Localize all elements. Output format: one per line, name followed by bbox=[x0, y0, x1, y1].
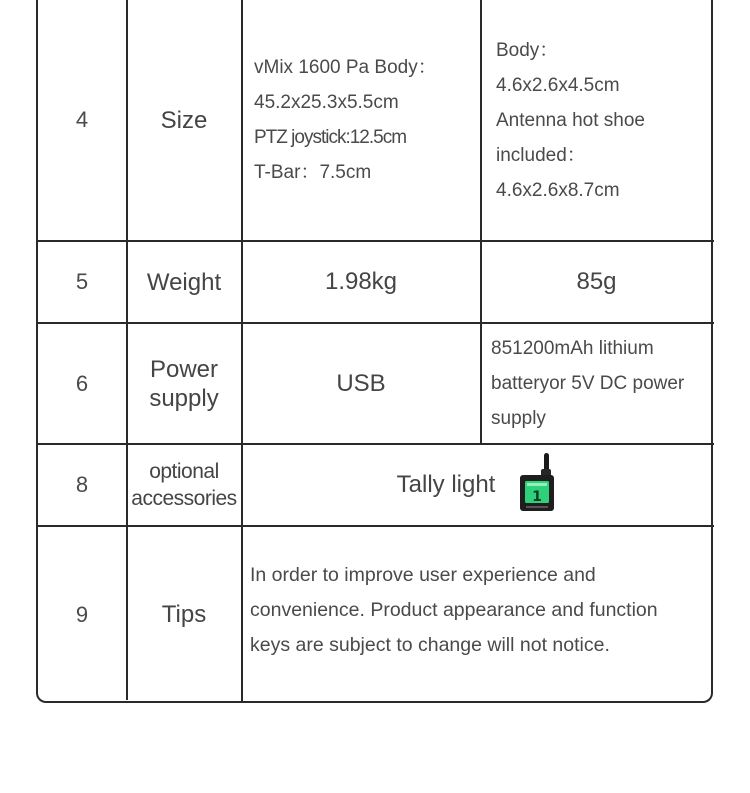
row-number: 6 bbox=[75, 370, 89, 396]
text-line: 4.6x2.6x4.5cm bbox=[496, 74, 620, 96]
label-line: Power bbox=[149, 355, 219, 383]
text-line: T-Bar：7.5cm bbox=[254, 162, 372, 183]
text-line: Body： bbox=[496, 39, 559, 61]
row-label-size: Size bbox=[160, 106, 208, 134]
label-line: accessories bbox=[131, 487, 237, 510]
tally-screen-number: 1 bbox=[532, 488, 543, 505]
row-number: 5 bbox=[75, 269, 89, 294]
size-vmix-cell bbox=[254, 0, 478, 240]
row-label-optional-accessories bbox=[127, 445, 241, 525]
text-line: PTZ joystick:12.5cm bbox=[254, 127, 407, 148]
text-line: In order to improve user experience and bbox=[250, 564, 596, 586]
text-line: keys are subject to change will not notice. bbox=[250, 634, 610, 656]
accessory-name: Tally light bbox=[396, 471, 496, 498]
text-line: convenience. Product appearance and function bbox=[250, 599, 658, 621]
text-line: supply bbox=[491, 408, 546, 429]
row-label-tips: Tips bbox=[161, 601, 207, 628]
text-line: 4.6x2.6x8.7cm bbox=[496, 179, 620, 201]
row-number: 8 bbox=[75, 472, 89, 497]
text-line: batteryor 5V DC power bbox=[491, 373, 685, 394]
accessory-cell bbox=[242, 445, 712, 525]
row-number: 9 bbox=[75, 601, 89, 627]
size-tally-cell bbox=[496, 0, 710, 240]
weight-vmix-value: 1.98kg bbox=[324, 268, 398, 295]
tips-text-cell bbox=[250, 527, 710, 702]
row-label-weight: Weight bbox=[146, 268, 222, 296]
weight-tally-value: 85g bbox=[576, 268, 617, 295]
text-line: 45.2x25.3x5.5cm bbox=[254, 92, 399, 113]
label-line: supply bbox=[149, 384, 219, 412]
tally-light-device-icon bbox=[517, 451, 557, 520]
text-line: included： bbox=[496, 144, 586, 166]
row-number: 4 bbox=[75, 107, 89, 132]
text-line: 851200mAh lithium bbox=[491, 338, 654, 359]
label-line: optional bbox=[149, 460, 219, 483]
power-tally-cell bbox=[491, 324, 713, 443]
power-vmix-value: USB bbox=[336, 369, 386, 397]
text-line: Antenna hot shoe bbox=[496, 109, 645, 131]
text-line: vMix 1600 Pa Body： bbox=[254, 57, 437, 78]
column-divider bbox=[480, 0, 482, 444]
row-label-power-supply bbox=[127, 324, 241, 443]
